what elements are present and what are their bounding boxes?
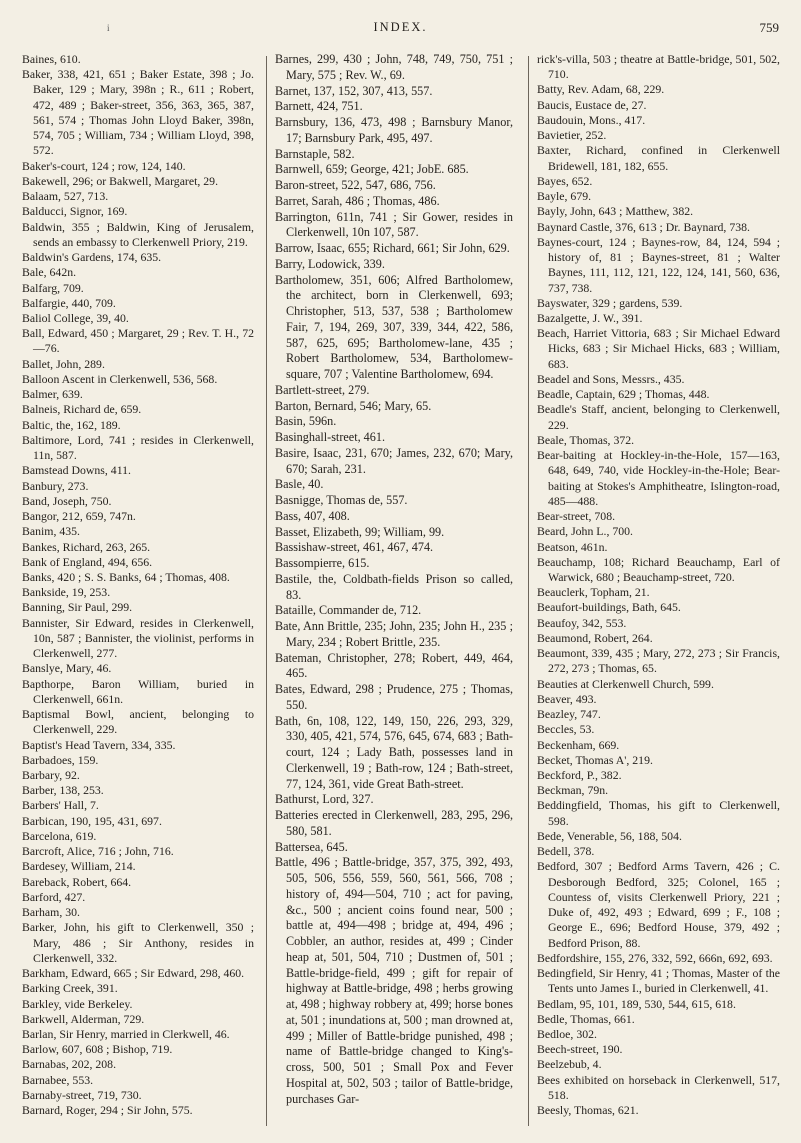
index-entry: Bardesey, William, 214. (22, 859, 136, 874)
index-entry: Bass, 407, 408. (275, 508, 350, 523)
index-entry: Barrow, Isaac, 655; Richard, 661; Sir John, 629. (275, 241, 510, 255)
index-entry: Ballet, John, 289. (22, 356, 105, 371)
index-entry: Balfargie, 440, 709. (22, 295, 116, 310)
index-entry: Bedfordshire, 155, 276, 332, 592, 666n, 692, 693. (537, 950, 773, 965)
index-entry: Barkwell, Alderman, 729. (22, 1011, 145, 1026)
index-entry: Bear-street, 708. (537, 509, 616, 524)
index-entry: Barret, Sarah, 486 ; Thomas, 486. (275, 193, 440, 208)
page-header (22, 20, 779, 40)
index-entry: Basnigge, Thomas de, 557. (275, 493, 408, 507)
index-entry: Barnabee, 553. (22, 1072, 94, 1087)
page-title: INDEX. (373, 20, 428, 34)
index-entry: Bayle, 679. (537, 189, 592, 204)
index-entry: Beaumont, 339, 435 ; Mary, 272, 273 ; Sir Francis, 272, 273 ; Thomas, 65. (537, 646, 780, 676)
index-entry: Barnaby-street, 719, 730. (22, 1087, 142, 1102)
index-entry: rick's-villa, 503 ; theatre at Battle-bridge, 501, 502, 710. (537, 52, 780, 82)
index-entry: Barbican, 190, 195, 431, 697. (22, 813, 162, 828)
index-entry: Beaufoy, 342, 553. (537, 615, 627, 630)
column-divider (266, 56, 267, 1126)
index-entry: Barrington, 611n, 741 ; Sir Gower, resides in Clerkenwell, 10n 107, 587. (275, 209, 513, 240)
index-entry: Baines, 610. (22, 52, 81, 66)
index-entry: Batteries erected in Clerkenwell, 283, 295, 296, 580, 581. (275, 808, 513, 838)
index-entry: Barford, 427. (22, 889, 86, 904)
index-entry: Bazalgette, J. W., 391. (537, 310, 643, 325)
index-entry: Bath, 6n, 108, 122, 149, 150, 226, 293, 329, 330, 405, 421, 574, 576, 645, 674, 683 ; Bath-court, 124 ; Lady Bath, possesses land in Clerkenwell, 19 ; Bath-row, 124 ; Bath-street, 77, 124, 361, vide Great Bath-street. (275, 713, 513, 791)
index-entry: Beauclerk, Topham, 21. (537, 585, 650, 600)
index-entry: Bannister, Sir Edward, resides in Clerkenwell, 10n, 587 ; Bannister, the violinist, performs in Clerkenwell, 277. (22, 615, 254, 661)
index-entry: Bayes, 652. (537, 173, 593, 188)
index-entry: Bedingfield, Sir Henry, 41 ; Thomas, Master of the Tents unto James I., buried in Clerkenwell, 41. (537, 966, 780, 996)
index-entry: Beckenham, 669. (537, 737, 620, 752)
index-entry: Barbadoes, 159. (22, 752, 99, 767)
index-entry: Baxter, Richard, confined in Clerkenwell Bridewell, 181, 182, 655. (537, 143, 780, 173)
index-entry: Beadle, Captain, 629 ; Thomas, 448. (537, 387, 710, 402)
index-entry: Bedloe, 302. (537, 1027, 597, 1041)
index-entry: Baldwin, 355 ; Baldwin, King of Jerusalem, sends an embassy to Clerkenwell Priory, 219. (22, 219, 254, 249)
index-entry: Bedell, 378. (537, 844, 595, 859)
index-entry: Band, Joseph, 750. (22, 493, 112, 508)
index-entry: Beaumond, Robert, 264. (537, 630, 653, 645)
index-entry: Battersea, 645. (275, 839, 348, 854)
index-entry: Bavietier, 252. (537, 128, 607, 143)
index-entry: Barry, Lodowick, 339. (275, 256, 385, 271)
index-entry: Baynard Castle, 376, 613 ; Dr. Baynard, 738. (537, 219, 750, 234)
index-entry: Banbury, 273. (22, 478, 89, 493)
index-entry: Baudouin, Mons., 417. (537, 112, 646, 127)
index-entry: Barlan, Sir Henry, married in Clerkwell, 46. (22, 1027, 230, 1041)
index-entry: Barcelona, 619. (22, 828, 97, 843)
index-entry: Barham, 30. (22, 905, 80, 920)
index-entry: Bakewell, 296; or Bakwell, Margaret, 29. (22, 173, 219, 188)
index-entry: Beech-street, 190. (537, 1042, 623, 1057)
index-entry: Bastile, the, Coldbath-fields Prison so called, 83. (275, 571, 513, 602)
index-entry: Barnard, Roger, 294 ; Sir John, 575. (22, 1103, 193, 1118)
index-entry: Barkham, Edward, 665 ; Sir Edward, 298, 460. (22, 966, 245, 981)
index-entry: Baldwin's Gardens, 174, 635. (22, 250, 162, 265)
index-entry: Basset, Elizabeth, 99; William, 99. (275, 524, 445, 539)
index-entry: Balmer, 639. (22, 387, 83, 402)
index-entry: Barnabas, 202, 208. (22, 1057, 117, 1072)
index-entry: Baron-street, 522, 547, 686, 756. (275, 178, 436, 192)
index-entry: Baptist's Head Tavern, 334, 335. (22, 737, 176, 752)
index-entry: Batty, Rev. Adam, 68, 229. (537, 82, 665, 97)
index-entry: Basin, 596n. (275, 414, 337, 429)
index-entry: Beach, Harriet Vittoria, 683 ; Sir Michael Edward Hicks, 683 ; Sir Michael Hicks, 683 ; William, 683. (537, 326, 780, 371)
index-entry: Beaufort-buildings, Bath, 645. (537, 600, 681, 615)
index-entry: Bates, Edward, 298 ; Prudence, 275 ; Thomas, 550. (275, 682, 513, 712)
index-entry: Bangor, 212, 659, 747n. (22, 509, 136, 524)
index-entry: Barbary, 92. (22, 768, 80, 783)
index-entry: Beccles, 53. (537, 722, 595, 737)
index-entry: Bate, Ann Brittle, 235; John, 235; John H., 235 ; Mary, 234 ; Robert Brittle, 235. (275, 619, 513, 649)
index-entry: Barnstaple, 582. (275, 146, 355, 161)
index-entry: Baltic, the, 162, 189. (22, 417, 121, 432)
index-entry: Baucis, Eustace de, 27. (537, 97, 647, 112)
index-entry: Banning, Sir Paul, 299. (22, 600, 133, 615)
index-entry: Bapthorpe, Baron William, buried in Clerkenwell, 661n. (22, 676, 254, 706)
page-number: 759 (759, 20, 779, 35)
index-entry: Bank of England, 494, 656. (22, 554, 153, 569)
index-entry: Baltimore, Lord, 741 ; resides in Clerkenwell, 11n, 587. (22, 432, 254, 463)
index-entry: Beesly, Thomas, 621. (537, 1103, 639, 1118)
index-entry: Beddingfield, Thomas, his gift to Clerkenwell, 598. (537, 798, 780, 828)
index-entry: Baker, 338, 421, 651 ; Baker Estate, 398 ; Jo. Baker, 129 ; Mary, 398n ; R., 611 ; Robert, 472, 489 ; Baker-street, 356, 363, 365, 387, 561, 574 ; Thomas John Lloyd Baker, 398n, 574, 705 ; William, 734 ; William Lloyd, 398, 572. (22, 67, 254, 158)
index-entry: Banks, 420 ; S. S. Banks, 64 ; Thomas, 408. (22, 569, 230, 584)
index-entry: Baynes-court, 124 ; Baynes-row, 84, 124, 594 ; history of, 81 ; Baynes-street, 81 ; Walter Baynes, 111, 112, 121, 122, 124, 141, 560, 636, 737, 738. (537, 234, 780, 295)
index-entry: Banslye, Mary, 46. (22, 661, 112, 676)
index-entry: Barbers' Hall, 7. (22, 798, 99, 813)
index-entry: Bateman, Christopher, 278; Robert, 449, 464, 465. (275, 650, 513, 681)
index-entry: Balducci, Signor, 169. (22, 204, 128, 219)
index-entry: Bale, 642n. (22, 265, 77, 280)
index-entry: Balaam, 527, 713. (22, 189, 109, 204)
index-entry: Bayswater, 329 ; gardens, 539. (537, 295, 683, 310)
index-entry: Baker's-court, 124 ; row, 124, 140. (22, 158, 186, 173)
index-entry: Balfarg, 709. (22, 280, 84, 295)
index-entry: Balloon Ascent in Clerkenwell, 536, 568. (22, 371, 218, 386)
index-entry: Barnes, 299, 430 ; John, 748, 749, 750, 751 ; Mary, 575 ; Rev. W., 69. (275, 52, 513, 82)
index-entry: Barkley, vide Berkeley. (22, 996, 133, 1011)
index-entry: Bedford, 307 ; Bedford Arms Tavern, 426 ; C. Desborough Bedford, 325; Colonel, 165 ; Countess of, visits Clerkenwell Priory, 221 ; Duke of, 492, 493 ; Edward, 699 ; F., 108 ; George E., 696; Bedford House, 379, 492 ; Bedford Prison, 88. (537, 859, 780, 950)
index-entry: Baptismal Bowl, ancient, belonging to Clerkenwell, 229. (22, 707, 254, 737)
index-entry: Basle, 40. (275, 477, 324, 492)
index-entry: Basinghall-street, 461. (275, 430, 386, 444)
index-entry: Bartlett-street, 279. (275, 382, 370, 397)
index-entry: Becket, Thomas A', 219. (537, 752, 653, 767)
index-entry: Basire, Isaac, 231, 670; James, 232, 670; Mary, 670; Sarah, 231. (275, 445, 513, 476)
index-entry: Bedlam, 95, 101, 189, 530, 544, 615, 618. (537, 996, 736, 1011)
margin-mark: i (107, 23, 110, 33)
index-entry: Bankside, 19, 253. (22, 585, 111, 600)
index-entry: Barnsbury, 136, 473, 498 ; Barnsbury Manor, 17; Barnsbury Park, 495, 497. (275, 115, 513, 145)
index-entry: Beelzebub, 4. (537, 1057, 602, 1072)
index-entry: Barton, Bernard, 546; Mary, 65. (275, 398, 432, 413)
index-entry: Battle, 496 ; Battle-bridge, 357, 375, 392, 493, 505, 506, 556, 559, 560, 561, 566, 708 ; history of, 494—504, 710 ; act for paving, &c., 500 ; ancient coins found near, 500 ; battle at, 494—498 ; bridge at, 494, 496 ; Cobbler, an author, resides at, 499 ; Cinder heap at, 501, 504, 710 ; Dustmen of, 501 ; Battle-bridge-field, 499 ; gift for repair of highway at Battle-bridge, 498 ; herbs growing at, 498 ; highway robbery at, 499; horse bones at, 501 ; inundations at, 500 ; man drowned at, 499 ; Miller of Battle-bridge punished, 498 ; name of Battle-bridge changed to King's-cross, 500, 501 ; Small Pox and Fever Hospital at, 502, 503 ; tailor of Battle-bridge, purchases Gar- (275, 855, 513, 1106)
index-entry: Barnet, 137, 152, 307, 413, 557. (275, 83, 433, 98)
index-entry: Banim, 435. (22, 524, 80, 539)
index-entry: Beadel and Sons, Messrs., 435. (537, 371, 685, 386)
index-entry: Beatson, 461n. (537, 539, 608, 554)
index-entry: Bareback, Robert, 664. (22, 874, 132, 889)
index-entry: Bassompierre, 615. (275, 556, 370, 570)
index-column-3 (537, 52, 780, 1118)
index-entry: Beckman, 79n. (537, 783, 609, 798)
index-entry: Barnwell, 659; George, 421; JobE. 685. (275, 162, 469, 177)
index-entry: Barlow, 607, 608 ; Bishop, 719. (22, 1042, 173, 1057)
index-entry: Beale, Thomas, 372. (537, 432, 635, 447)
index-entry: Barking Creek, 391. (22, 981, 118, 996)
index-entry: Bees exhibited on horseback in Clerkenwell, 517, 518. (537, 1072, 780, 1102)
index-entry: Beauchamp, 108; Richard Beauchamp, Earl of Warwick, 680 ; Beauchamp-street, 720. (537, 554, 780, 584)
index-entry: Balneis, Richard de, 659. (22, 402, 142, 417)
index-column-1 (22, 52, 254, 1118)
index-entry: Bataille, Commander de, 712. (275, 603, 422, 618)
index-entry: Ball, Edward, 450 ; Margaret, 29 ; Rev. T. H., 72—76. (22, 326, 254, 356)
index-entry: Beauties at Clerkenwell Church, 599. (537, 676, 714, 691)
index-entry: Bathurst, Lord, 327. (275, 792, 374, 807)
index-entry: Barnett, 424, 751. (275, 99, 363, 114)
index-entry: Bassishaw-street, 461, 467, 474. (275, 540, 434, 555)
index-entry: Bankes, Richard, 263, 265. (22, 539, 151, 554)
column-divider (528, 56, 529, 1126)
index-entry: Bear-baiting at Hockley-in-the-Hole, 157—163, 648, 649, 740, vide Hockley-in-the-Hole; Bear-baiting at Stokes's Amphitheatre, Islington-road, 485—488. (537, 448, 780, 508)
index-entry: Bamstead Downs, 411. (22, 463, 132, 478)
index-entry: Bartholomew, 351, 606; Alfred Bartholomew, the architect, born in Clerkenwell, 693; Christopher, 513, 537, 538 ; Bartholomew Fair, 7, 194, 269, 307, 339, 344, 422, 586, 587, 625, 695; Bartholomew-lane, 435 ; Robert Bartholomew, 534, Bartholomew-square, 707 ; Valentine Bartholomew, 694. (275, 272, 513, 381)
index-entry: Beckford, P., 382. (537, 768, 622, 783)
index-entry: Beazley, 747. (537, 707, 601, 722)
index-entry: Barker, John, his gift to Clerkenwell, 350 ; Mary, 486 ; Sir Anthony, resides in Clerkenwell, 332. (22, 920, 254, 965)
index-entry: Beadle's Staff, ancient, belonging to Clerkenwell, 229. (537, 402, 780, 432)
index-entry: Beaver, 493. (537, 691, 597, 706)
index-entry: Baliol College, 39, 40. (22, 310, 129, 325)
index-entry: Bayly, John, 643 ; Matthew, 382. (537, 204, 694, 219)
index-entry: Barber, 138, 253. (22, 783, 104, 798)
index-entry: Barcroft, Alice, 716 ; John, 716. (22, 844, 174, 859)
index-entry: Beard, John L., 700. (537, 524, 633, 539)
index-entry: Bede, Venerable, 56, 188, 504. (537, 828, 682, 843)
index-entry: Bedle, Thomas, 661. (537, 1011, 635, 1026)
index-column-2 (275, 52, 513, 1107)
